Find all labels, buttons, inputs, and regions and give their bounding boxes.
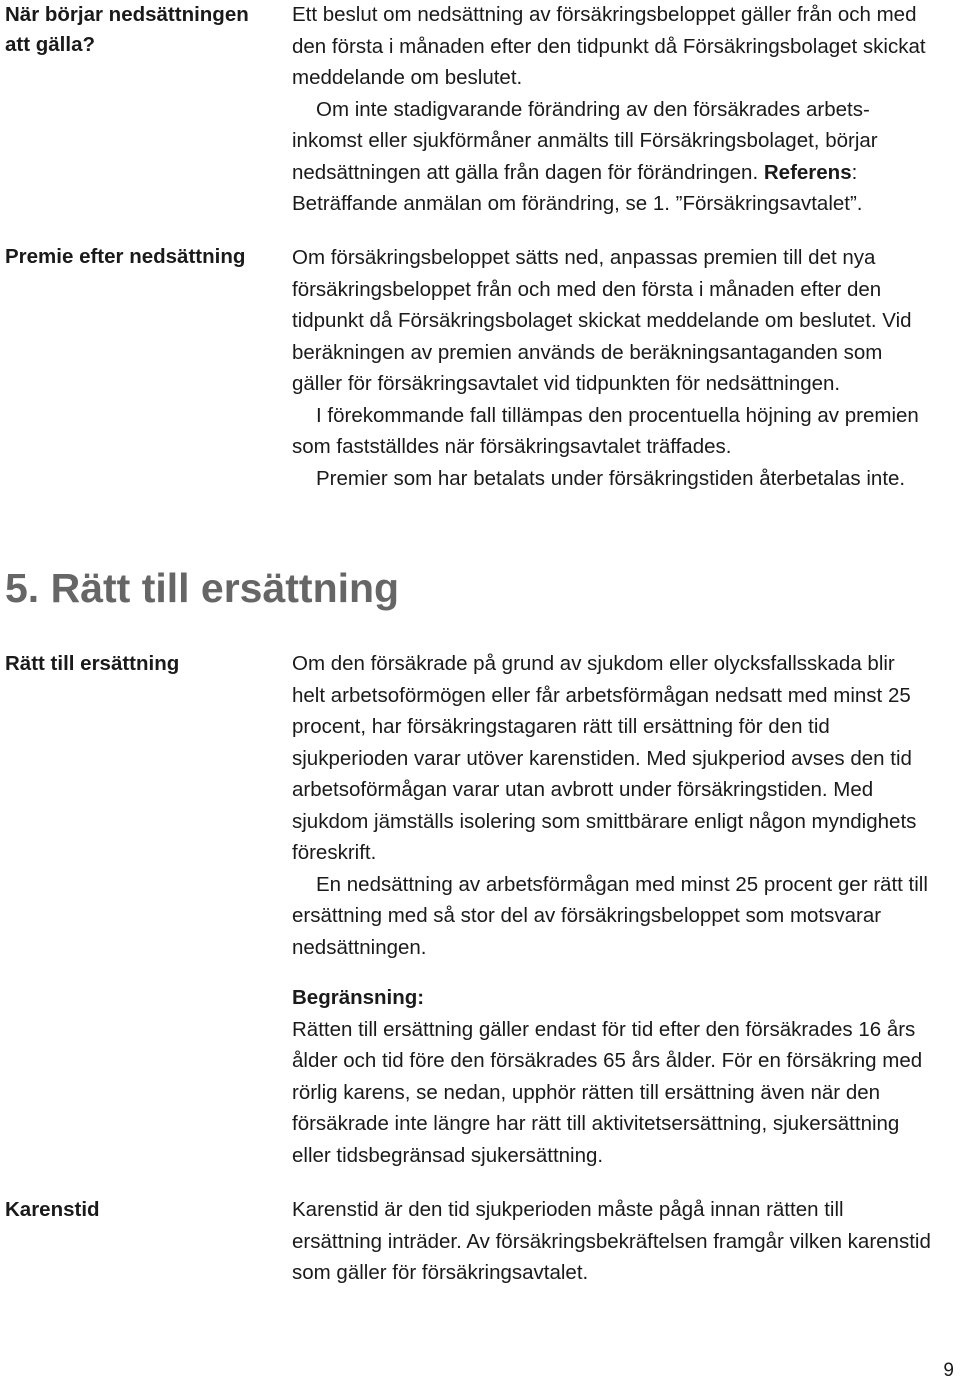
paragraph: Premier som har betalats under försäkringstiden återbetalas inte. bbox=[316, 466, 906, 490]
paragraph bbox=[292, 94, 932, 220]
paragraph-text: Om inte stadigvarande förändring av den försäkrades arbets-inkomst eller sjukförmåner anmälts till Försäkringsbolaget, börjar nedsättningen att gälla från dagen för förändringen. bbox=[292, 97, 878, 184]
paragraph: Ett beslut om nedsättning av försäkringsbeloppet gäller från och med den första i månaden efter den tidpunkt då Försäkringsbolaget skickat meddelande om beslutet. bbox=[292, 3, 926, 89]
limitation-block bbox=[292, 982, 932, 1171]
paragraph: I förekommande fall tillämpas den procentuella höjning av premien som fastställdes när försäkringsavtalet träffades. bbox=[292, 403, 919, 458]
section-label-premie: Premie efter nedsättning bbox=[5, 245, 246, 268]
section-label-ratt-till-ersattning: Rätt till ersättning bbox=[5, 652, 180, 675]
limitation-heading: Begränsning: bbox=[292, 986, 425, 1009]
paragraph: Karenstid är den tid sjukperioden måste pågå innan rätten till ersättning inträder. Av försäkringsbekräftelsen framgår vilken karenstid som gäller för försäkringsavtalet. bbox=[292, 1198, 931, 1284]
section-label-karenstid: Karenstid bbox=[5, 1198, 100, 1221]
section-body-ratt-till-ersattning bbox=[292, 648, 932, 963]
reference-text: : Beträffande anmälan om förändring, se 1. ”Försäkringsavtalet”. bbox=[292, 160, 863, 215]
reference-label: Referens bbox=[763, 160, 852, 184]
limitation-text: Rätten till ersättning gäller endast för tid efter den försäkrades 16 års ålder och tid före den försäkrades 65 års ålder. För en försäkring med rörlig karens, se nedan, upphör rätten till ersättning även när den försäkrade inte längre har rätt till aktivitetsersättning, sjukersättning eller tidsbegränsad sjukersättning. bbox=[292, 1017, 923, 1167]
paragraph: Om försäkringsbeloppet sätts ned, anpassas premien till det nya försäkringsbeloppet från och med den första i månaden efter den tidpunkt då Försäkringsbolaget skickat meddelande om beslutet. Vid beräkningen av premien används de beräkningsantaganden som gäller för försäkringsavtalet vid tidpunkten för nedsättningen. bbox=[292, 246, 912, 395]
section-body-karenstid bbox=[292, 1194, 932, 1289]
section-body-premie bbox=[292, 242, 932, 494]
paragraph: Om den försäkrade på grund av sjukdom eller olycksfallsskada blir helt arbetsoförmögen eller får arbetsförmågan nedsatt med minst 25 procent, har försäkringstagaren rätt till ersättning för den tid sjukperioden varar utöver karenstiden. Med sjukperiod avses den tid arbetsoförmågan varar utan avbrott under försäkringstiden. Med sjukdom jämställs isolering som smittbärare enligt någon myndighets föreskrift. bbox=[292, 652, 917, 864]
section-label-nar-borjar: När börjar nedsättningen att gälla? bbox=[5, 3, 249, 56]
chapter-heading: 5. Rätt till ersättning bbox=[5, 565, 400, 611]
paragraph: En nedsättning av arbetsförmågan med minst 25 procent ger rätt till ersättning med så stor del av försäkringsbeloppet som motsvarar nedsättningen. bbox=[292, 872, 928, 959]
section-body-nar-borjar bbox=[292, 0, 932, 220]
page-number: 9 bbox=[943, 1360, 954, 1381]
